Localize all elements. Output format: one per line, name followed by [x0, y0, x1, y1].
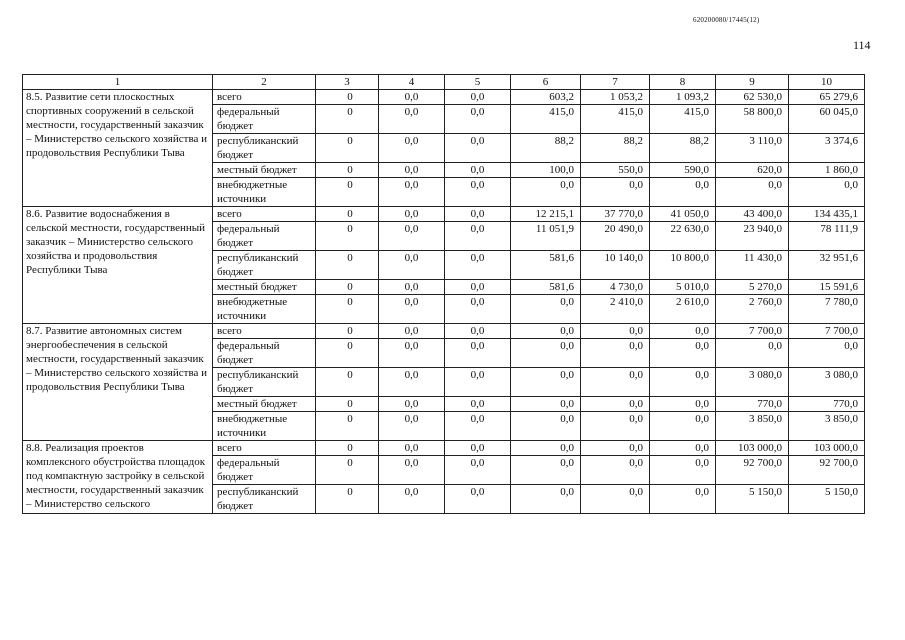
amount-cell: 2 610,0	[650, 295, 716, 324]
amount-cell: 78 111,9	[789, 222, 865, 251]
amount-cell: 103 000,0	[789, 441, 865, 456]
amount-cell: 0,0	[379, 339, 445, 368]
amount-cell: 0,0	[379, 412, 445, 441]
amount-cell: 0,0	[789, 339, 865, 368]
amount-cell: 7 700,0	[716, 324, 789, 339]
amount-cell: 0,0	[379, 324, 445, 339]
column-number-header: 10	[789, 75, 865, 90]
amount-cell: 0,0	[581, 324, 650, 339]
amount-cell: 100,0	[511, 163, 581, 178]
amount-cell: 134 435,1	[789, 207, 865, 222]
amount-cell: 0	[316, 280, 379, 295]
funding-source: местный бюджет	[213, 280, 316, 295]
table-row	[23, 90, 865, 105]
amount-cell: 0,0	[379, 134, 445, 163]
amount-cell: 2 760,0	[716, 295, 789, 324]
amount-cell: 0,0	[581, 368, 650, 397]
amount-cell: 11 051,9	[511, 222, 581, 251]
amount-cell: 550,0	[581, 163, 650, 178]
funding-source: всего	[213, 441, 316, 456]
amount-cell: 0,0	[379, 207, 445, 222]
amount-cell: 0,0	[581, 412, 650, 441]
amount-cell: 7 700,0	[789, 324, 865, 339]
table-body	[23, 90, 865, 514]
amount-cell: 0,0	[650, 441, 716, 456]
amount-cell: 0,0	[581, 441, 650, 456]
amount-cell: 3 850,0	[789, 412, 865, 441]
amount-cell: 12 215,1	[511, 207, 581, 222]
amount-cell: 0,0	[379, 397, 445, 412]
column-number-header: 4	[379, 75, 445, 90]
funding-source: внебюджетные источники	[213, 295, 316, 324]
amount-cell: 92 700,0	[716, 456, 789, 485]
amount-cell: 0,0	[379, 485, 445, 514]
amount-cell: 0,0	[379, 105, 445, 134]
amount-cell: 0,0	[511, 412, 581, 441]
amount-cell: 0,0	[581, 397, 650, 412]
amount-cell: 0,0	[581, 339, 650, 368]
amount-cell: 0	[316, 163, 379, 178]
column-number-row	[23, 75, 865, 90]
amount-cell: 5 010,0	[650, 280, 716, 295]
amount-cell: 0,0	[445, 441, 511, 456]
table-row	[23, 324, 865, 339]
table-row	[23, 441, 865, 456]
document-code: 620200080/17445(12)	[693, 16, 760, 24]
amount-cell: 0,0	[511, 441, 581, 456]
amount-cell: 0,0	[716, 178, 789, 207]
amount-cell: 0,0	[445, 339, 511, 368]
funding-source: всего	[213, 207, 316, 222]
amount-cell: 2 410,0	[581, 295, 650, 324]
funding-source: всего	[213, 90, 316, 105]
column-number-header: 7	[581, 75, 650, 90]
amount-cell: 0	[316, 105, 379, 134]
amount-cell: 43 400,0	[716, 207, 789, 222]
amount-cell: 0,0	[379, 90, 445, 105]
amount-cell: 770,0	[716, 397, 789, 412]
amount-cell: 0,0	[650, 456, 716, 485]
amount-cell: 581,6	[511, 251, 581, 280]
amount-cell: 0,0	[650, 397, 716, 412]
table-row	[23, 207, 865, 222]
amount-cell: 0,0	[511, 485, 581, 514]
amount-cell: 1 053,2	[581, 90, 650, 105]
amount-cell: 5 150,0	[789, 485, 865, 514]
column-number-header: 6	[511, 75, 581, 90]
amount-cell: 0	[316, 368, 379, 397]
amount-cell: 3 080,0	[716, 368, 789, 397]
amount-cell: 88,2	[511, 134, 581, 163]
amount-cell: 0,0	[581, 456, 650, 485]
amount-cell: 0	[316, 485, 379, 514]
amount-cell: 32 951,6	[789, 251, 865, 280]
column-number-header: 1	[23, 75, 213, 90]
amount-cell: 4 730,0	[581, 280, 650, 295]
amount-cell: 415,0	[511, 105, 581, 134]
column-number-header: 8	[650, 75, 716, 90]
amount-cell: 92 700,0	[789, 456, 865, 485]
measure-title: 8.8. Реализация проектов комплексного обустройства площадок под компактную застройку в сельской местности, государственный заказчик – Министерство сельского	[23, 441, 213, 514]
measure-title: 8.5. Развитие сети плоскостных спортивных сооружений в сельской местности, государственный заказчик – Министерство сельского хозяйства и продовольствия Республики Тыва	[23, 90, 213, 207]
amount-cell: 0	[316, 324, 379, 339]
amount-cell: 0	[316, 441, 379, 456]
amount-cell: 23 940,0	[716, 222, 789, 251]
measure-title: 8.7. Развитие автономных систем энергообеспечения в сельской местности, государственный заказчик – Министерство сельского хозяйства и продовольствия Республики Тыва	[23, 324, 213, 441]
column-number-header: 5	[445, 75, 511, 90]
amount-cell: 603,2	[511, 90, 581, 105]
amount-cell: 0,0	[650, 324, 716, 339]
amount-cell: 0,0	[379, 163, 445, 178]
amount-cell: 0,0	[445, 324, 511, 339]
amount-cell: 10 800,0	[650, 251, 716, 280]
funding-source: внебюджетные источники	[213, 178, 316, 207]
funding-source: федеральный бюджет	[213, 456, 316, 485]
amount-cell: 0,0	[511, 324, 581, 339]
funding-source: всего	[213, 324, 316, 339]
amount-cell: 0,0	[379, 441, 445, 456]
amount-cell: 0,0	[445, 397, 511, 412]
budget-table	[22, 74, 865, 514]
amount-cell: 0	[316, 222, 379, 251]
amount-cell: 0,0	[716, 339, 789, 368]
measure-title: 8.6. Развитие водоснабжения в сельской местности, государственный заказчик – Министерство сельского хозяйства и продовольствия Республики Тыва	[23, 207, 213, 324]
amount-cell: 0	[316, 207, 379, 222]
funding-source: республиканский бюджет	[213, 134, 316, 163]
amount-cell: 88,2	[650, 134, 716, 163]
funding-source: республиканский бюджет	[213, 485, 316, 514]
amount-cell: 0	[316, 295, 379, 324]
column-number-header: 3	[316, 75, 379, 90]
page-number: 114	[853, 38, 871, 52]
amount-cell: 0,0	[511, 295, 581, 324]
amount-cell: 65 279,6	[789, 90, 865, 105]
amount-cell: 60 045,0	[789, 105, 865, 134]
amount-cell: 0,0	[650, 485, 716, 514]
amount-cell: 0,0	[445, 485, 511, 514]
amount-cell: 0,0	[650, 412, 716, 441]
amount-cell: 3 374,6	[789, 134, 865, 163]
amount-cell: 0,0	[379, 295, 445, 324]
amount-cell: 0,0	[445, 207, 511, 222]
amount-cell: 0	[316, 397, 379, 412]
amount-cell: 590,0	[650, 163, 716, 178]
amount-cell: 0,0	[445, 251, 511, 280]
amount-cell: 0,0	[445, 134, 511, 163]
column-number-header: 9	[716, 75, 789, 90]
funding-source: федеральный бюджет	[213, 222, 316, 251]
amount-cell: 62 530,0	[716, 90, 789, 105]
amount-cell: 15 591,6	[789, 280, 865, 295]
amount-cell: 0	[316, 134, 379, 163]
amount-cell: 0,0	[789, 178, 865, 207]
amount-cell: 0,0	[650, 339, 716, 368]
funding-source: республиканский бюджет	[213, 368, 316, 397]
amount-cell: 7 780,0	[789, 295, 865, 324]
amount-cell: 58 800,0	[716, 105, 789, 134]
amount-cell: 0,0	[445, 280, 511, 295]
amount-cell: 22 630,0	[650, 222, 716, 251]
amount-cell: 0,0	[581, 178, 650, 207]
amount-cell: 415,0	[581, 105, 650, 134]
amount-cell: 0,0	[379, 178, 445, 207]
funding-source: республиканский бюджет	[213, 251, 316, 280]
amount-cell: 0,0	[511, 456, 581, 485]
amount-cell: 10 140,0	[581, 251, 650, 280]
amount-cell: 0,0	[511, 368, 581, 397]
amount-cell: 0,0	[650, 178, 716, 207]
amount-cell: 0,0	[379, 251, 445, 280]
amount-cell: 0,0	[379, 456, 445, 485]
funding-source: федеральный бюджет	[213, 339, 316, 368]
amount-cell: 0,0	[445, 105, 511, 134]
amount-cell: 0,0	[511, 339, 581, 368]
amount-cell: 5 150,0	[716, 485, 789, 514]
amount-cell: 0	[316, 412, 379, 441]
amount-cell: 103 000,0	[716, 441, 789, 456]
amount-cell: 20 490,0	[581, 222, 650, 251]
funding-source: местный бюджет	[213, 163, 316, 178]
amount-cell: 0	[316, 339, 379, 368]
amount-cell: 0,0	[379, 280, 445, 295]
amount-cell: 0,0	[445, 178, 511, 207]
amount-cell: 5 270,0	[716, 280, 789, 295]
amount-cell: 0,0	[511, 397, 581, 412]
amount-cell: 0,0	[650, 368, 716, 397]
amount-cell: 88,2	[581, 134, 650, 163]
amount-cell: 0	[316, 178, 379, 207]
amount-cell: 37 770,0	[581, 207, 650, 222]
funding-source: местный бюджет	[213, 397, 316, 412]
amount-cell: 1 860,0	[789, 163, 865, 178]
amount-cell: 3 110,0	[716, 134, 789, 163]
amount-cell: 0	[316, 456, 379, 485]
amount-cell: 0,0	[445, 456, 511, 485]
amount-cell: 0,0	[511, 178, 581, 207]
amount-cell: 0	[316, 90, 379, 105]
amount-cell: 0,0	[581, 485, 650, 514]
amount-cell: 0,0	[445, 295, 511, 324]
amount-cell: 0,0	[445, 163, 511, 178]
amount-cell: 0	[316, 251, 379, 280]
amount-cell: 41 050,0	[650, 207, 716, 222]
amount-cell: 3 080,0	[789, 368, 865, 397]
amount-cell: 0,0	[445, 368, 511, 397]
amount-cell: 0,0	[445, 90, 511, 105]
amount-cell: 0,0	[445, 222, 511, 251]
amount-cell: 1 093,2	[650, 90, 716, 105]
amount-cell: 415,0	[650, 105, 716, 134]
funding-source: внебюджетные источники	[213, 412, 316, 441]
amount-cell: 0,0	[379, 368, 445, 397]
amount-cell: 581,6	[511, 280, 581, 295]
amount-cell: 0,0	[445, 412, 511, 441]
amount-cell: 11 430,0	[716, 251, 789, 280]
amount-cell: 770,0	[789, 397, 865, 412]
amount-cell: 3 850,0	[716, 412, 789, 441]
funding-source: федеральный бюджет	[213, 105, 316, 134]
amount-cell: 0,0	[379, 222, 445, 251]
column-number-header: 2	[213, 75, 316, 90]
amount-cell: 620,0	[716, 163, 789, 178]
